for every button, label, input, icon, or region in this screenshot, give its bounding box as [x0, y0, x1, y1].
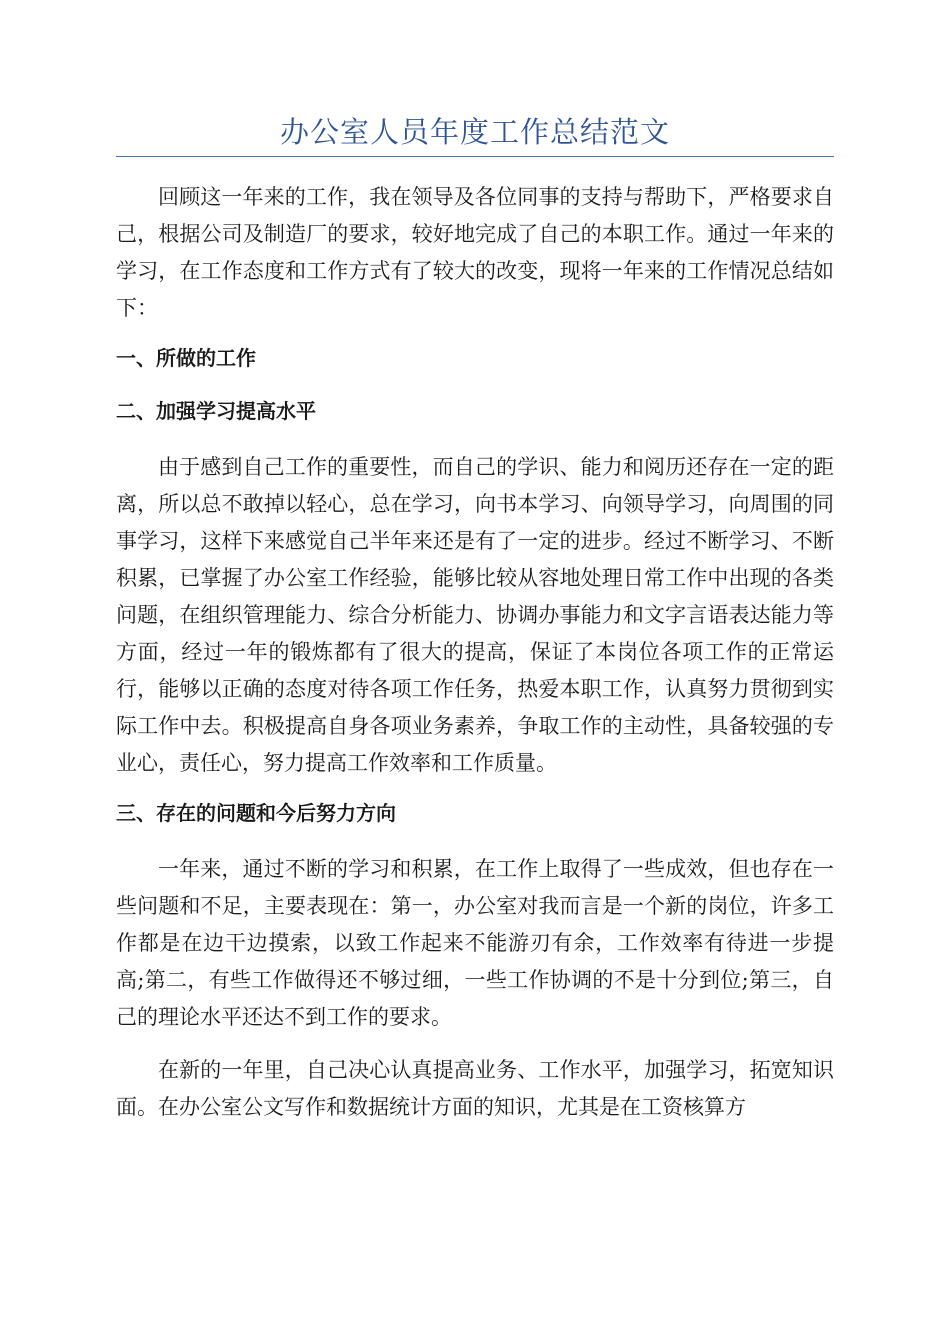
section-heading-study: 二、加强学习提高水平 [116, 399, 316, 423]
plans-paragraph: 在新的一年里，自己决心认真提高业务、工作水平，加强学习，拓宽知识面。在办公室公文写作和数据统计方面的知识，尤其是在工资核算方 [116, 1058, 834, 1119]
document-title: 办公室人员年度工作总结范文 [279, 115, 670, 149]
section-heading-work-done: 一、所做的工作 [116, 346, 256, 370]
problems-paragraph: 一年来，通过不断的学习和积累，在工作上取得了一些成效，但也存在一些问题和不足，主要表现在：第一，办公室对我而言是一个新的岗位，许多工作都是在边干边摸索，以致工作起来不能游刃有余，工作效率有待进一步提高;第二，有些工作做得还不够过细，一些工作协调的不是十分到位;第三，自己的理论水平还达不到工作的要求。 [116, 857, 834, 1029]
title-underline [116, 156, 834, 157]
section-heading-problems: 三、存在的问题和今后努力方向 [116, 801, 396, 825]
intro-paragraph: 回顾这一年来的工作，我在领导及各位同事的支持与帮助下，严格要求自己，根据公司及制造厂的要求，较好地完成了自己的本职工作。通过一年来的学习，在工作态度和工作方式有了较大的改变，现将一年来的工作情况总结如下： [116, 185, 834, 320]
document-page [116, 112, 834, 1142]
study-paragraph: 由于感到自己工作的重要性，而自己的学识、能力和阅历还存在一定的距离，所以总不敢掉以轻心，总在学习，向书本学习、向领导学习，向周围的同事学习，这样下来感觉自己半年来还是有了一定的进步。经过不断学习、不断积累，已掌握了办公室工作经验，能够比较从容地处理日常工作中出现的各类问题，在组织管理能力、综合分析能力、协调办事能力和文字言语表达能力等方面，经过一年的锻炼都有了很大的提高，保证了本岗位各项工作的正常运行，能够以正确的态度对待各项工作任务，热爱本职工作，认真努力贯彻到实际工作中去。积极提高自身各项业务素养，争取工作的主动性，具备较强的专业心，责任心，努力提高工作效率和工作质量。 [116, 455, 834, 775]
